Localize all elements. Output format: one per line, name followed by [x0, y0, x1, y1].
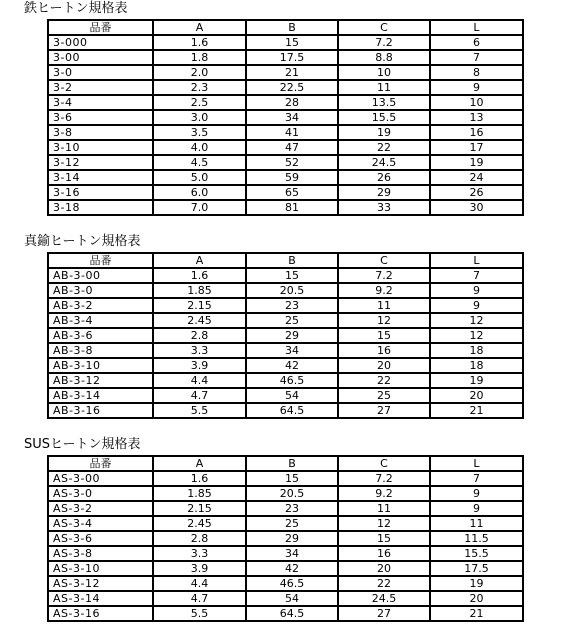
value-cell-l: 17.5: [430, 561, 523, 576]
table-row: [48, 388, 523, 403]
column-header-part-number: 品番: [48, 456, 153, 471]
value-cell-a: 1.85: [153, 486, 246, 501]
value-cell-b: 65: [246, 185, 338, 200]
part-number-cell: 3-000: [48, 35, 153, 50]
value-cell-a: 4.4: [153, 373, 246, 388]
value-cell-a: 1.6: [153, 35, 246, 50]
table-row: [48, 358, 523, 373]
section-title: 真鍮ヒートン規格表: [24, 234, 141, 249]
value-cell-c: 11: [338, 501, 430, 516]
value-cell-a: 5.5: [153, 403, 246, 418]
section-title: SUSヒートン規格表: [24, 437, 141, 452]
table-row: [48, 576, 523, 591]
value-cell-a: 2.15: [153, 298, 246, 313]
part-number-cell: 3-16: [48, 185, 153, 200]
value-cell-l: 7: [430, 50, 523, 65]
value-cell-l: 11: [430, 516, 523, 531]
value-cell-c: 19: [338, 125, 430, 140]
part-number-cell: AS-3-12: [48, 576, 153, 591]
part-number-cell: 3-14: [48, 170, 153, 185]
value-cell-l: 30: [430, 200, 523, 215]
value-cell-l: 6: [430, 35, 523, 50]
part-number-cell: AB-3-2: [48, 298, 153, 313]
value-cell-c: 7.2: [338, 268, 430, 283]
value-cell-a: 2.15: [153, 501, 246, 516]
value-cell-a: 4.4: [153, 576, 246, 591]
column-header-l: L: [430, 20, 523, 35]
value-cell-b: 20.5: [246, 486, 338, 501]
value-cell-l: 15.5: [430, 546, 523, 561]
table-row: [48, 80, 523, 95]
table-row: [48, 516, 523, 531]
value-cell-l: 9: [430, 283, 523, 298]
table-row: [48, 140, 523, 155]
value-cell-a: 2.45: [153, 516, 246, 531]
table-row: [48, 486, 523, 501]
value-cell-b: 22.5: [246, 80, 338, 95]
value-cell-b: 28: [246, 95, 338, 110]
value-cell-l: 12: [430, 313, 523, 328]
value-cell-l: 24: [430, 170, 523, 185]
value-cell-b: 29: [246, 531, 338, 546]
value-cell-c: 24.5: [338, 155, 430, 170]
value-cell-l: 18: [430, 358, 523, 373]
value-cell-a: 3.3: [153, 343, 246, 358]
part-number-cell: AS-3-16: [48, 606, 153, 621]
spec-table: [47, 19, 524, 216]
value-cell-b: 34: [246, 343, 338, 358]
value-cell-c: 11: [338, 298, 430, 313]
part-number-cell: AB-3-00: [48, 268, 153, 283]
value-cell-l: 21: [430, 606, 523, 621]
value-cell-c: 8.8: [338, 50, 430, 65]
value-cell-b: 54: [246, 591, 338, 606]
part-number-cell: 3-10: [48, 140, 153, 155]
value-cell-l: 9: [430, 486, 523, 501]
table-row: [48, 471, 523, 486]
value-cell-l: 7: [430, 268, 523, 283]
part-number-cell: AS-3-2: [48, 501, 153, 516]
value-cell-c: 13.5: [338, 95, 430, 110]
value-cell-a: 5.0: [153, 170, 246, 185]
table-row: [48, 110, 523, 125]
part-number-cell: AS-3-6: [48, 531, 153, 546]
table-row: [48, 125, 523, 140]
value-cell-c: 12: [338, 313, 430, 328]
value-cell-c: 27: [338, 403, 430, 418]
part-number-cell: AS-3-14: [48, 591, 153, 606]
value-cell-a: 4.5: [153, 155, 246, 170]
part-number-cell: 3-0: [48, 65, 153, 80]
value-cell-a: 1.6: [153, 268, 246, 283]
value-cell-c: 22: [338, 576, 430, 591]
table-row: [48, 170, 523, 185]
value-cell-a: 2.8: [153, 531, 246, 546]
part-number-cell: 3-6: [48, 110, 153, 125]
column-header-a: A: [153, 20, 246, 35]
value-cell-l: 9: [430, 298, 523, 313]
value-cell-c: 27: [338, 606, 430, 621]
value-cell-c: 10: [338, 65, 430, 80]
value-cell-b: 47: [246, 140, 338, 155]
section-title: 鉄ヒートン規格表: [24, 1, 128, 16]
value-cell-l: 9: [430, 501, 523, 516]
value-cell-b: 25: [246, 313, 338, 328]
part-number-cell: 3-18: [48, 200, 153, 215]
value-cell-b: 23: [246, 298, 338, 313]
value-cell-b: 54: [246, 388, 338, 403]
value-cell-a: 4.7: [153, 388, 246, 403]
value-cell-b: 34: [246, 546, 338, 561]
part-number-cell: AS-3-0: [48, 486, 153, 501]
value-cell-c: 24.5: [338, 591, 430, 606]
value-cell-l: 11.5: [430, 531, 523, 546]
part-number-cell: 3-00: [48, 50, 153, 65]
value-cell-a: 1.85: [153, 283, 246, 298]
part-number-cell: AS-3-10: [48, 561, 153, 576]
part-number-cell: AB-3-0: [48, 283, 153, 298]
value-cell-b: 29: [246, 328, 338, 343]
table-row: [48, 283, 523, 298]
value-cell-l: 9: [430, 80, 523, 95]
column-header-c: C: [338, 456, 430, 471]
value-cell-b: 42: [246, 561, 338, 576]
part-number-cell: AB-3-16: [48, 403, 153, 418]
value-cell-a: 3.0: [153, 110, 246, 125]
value-cell-b: 64.5: [246, 606, 338, 621]
column-header-a: A: [153, 253, 246, 268]
value-cell-l: 21: [430, 403, 523, 418]
value-cell-a: 2.5: [153, 95, 246, 110]
value-cell-b: 41: [246, 125, 338, 140]
value-cell-b: 46.5: [246, 373, 338, 388]
table-row: [48, 328, 523, 343]
value-cell-a: 2.0: [153, 65, 246, 80]
table-row: [48, 501, 523, 516]
table-row: [48, 298, 523, 313]
spec-table: [47, 455, 524, 622]
value-cell-c: 15: [338, 328, 430, 343]
header-row: [48, 253, 523, 268]
part-number-cell: AB-3-6: [48, 328, 153, 343]
value-cell-a: 4.0: [153, 140, 246, 155]
part-number-cell: 3-12: [48, 155, 153, 170]
table-row: [48, 65, 523, 80]
value-cell-a: 2.45: [153, 313, 246, 328]
value-cell-a: 1.8: [153, 50, 246, 65]
value-cell-a: 3.3: [153, 546, 246, 561]
value-cell-b: 25: [246, 516, 338, 531]
table-row: [48, 35, 523, 50]
value-cell-b: 59: [246, 170, 338, 185]
value-cell-l: 20: [430, 591, 523, 606]
part-number-cell: AB-3-4: [48, 313, 153, 328]
value-cell-c: 15.5: [338, 110, 430, 125]
value-cell-l: 13: [430, 110, 523, 125]
part-number-cell: AB-3-8: [48, 343, 153, 358]
value-cell-b: 34: [246, 110, 338, 125]
value-cell-c: 16: [338, 343, 430, 358]
table-row: [48, 561, 523, 576]
value-cell-c: 16: [338, 546, 430, 561]
value-cell-b: 15: [246, 268, 338, 283]
part-number-cell: AB-3-14: [48, 388, 153, 403]
value-cell-c: 22: [338, 373, 430, 388]
value-cell-l: 12: [430, 328, 523, 343]
value-cell-a: 2.3: [153, 80, 246, 95]
value-cell-a: 1.6: [153, 471, 246, 486]
part-number-cell: 3-2: [48, 80, 153, 95]
table-row: [48, 591, 523, 606]
table-row: [48, 403, 523, 418]
column-header-l: L: [430, 253, 523, 268]
value-cell-l: 26: [430, 185, 523, 200]
value-cell-a: 3.9: [153, 561, 246, 576]
table-row: [48, 546, 523, 561]
value-cell-l: 10: [430, 95, 523, 110]
value-cell-l: 7: [430, 471, 523, 486]
value-cell-b: 15: [246, 35, 338, 50]
part-number-cell: 3-8: [48, 125, 153, 140]
value-cell-b: 17.5: [246, 50, 338, 65]
table-row: [48, 313, 523, 328]
value-cell-a: 6.0: [153, 185, 246, 200]
column-header-c: C: [338, 253, 430, 268]
value-cell-b: 20.5: [246, 283, 338, 298]
value-cell-c: 9.2: [338, 486, 430, 501]
value-cell-c: 20: [338, 358, 430, 373]
table-row: [48, 50, 523, 65]
part-number-cell: AB-3-10: [48, 358, 153, 373]
value-cell-a: 4.7: [153, 591, 246, 606]
table-row: [48, 268, 523, 283]
value-cell-c: 11: [338, 80, 430, 95]
table-row: [48, 185, 523, 200]
value-cell-c: 15: [338, 531, 430, 546]
header-row: [48, 20, 523, 35]
table-row: [48, 343, 523, 358]
value-cell-b: 21: [246, 65, 338, 80]
column-header-b: B: [246, 20, 338, 35]
column-header-c: C: [338, 20, 430, 35]
table-row: [48, 155, 523, 170]
table-row: [48, 373, 523, 388]
column-header-b: B: [246, 253, 338, 268]
value-cell-a: 3.9: [153, 358, 246, 373]
value-cell-l: 8: [430, 65, 523, 80]
value-cell-c: 12: [338, 516, 430, 531]
value-cell-b: 23: [246, 501, 338, 516]
value-cell-c: 33: [338, 200, 430, 215]
part-number-cell: AS-3-00: [48, 471, 153, 486]
column-header-l: L: [430, 456, 523, 471]
spec-table: [47, 252, 524, 419]
column-header-a: A: [153, 456, 246, 471]
part-number-cell: 3-4: [48, 95, 153, 110]
value-cell-a: 2.8: [153, 328, 246, 343]
table-row: [48, 606, 523, 621]
value-cell-l: 20: [430, 388, 523, 403]
value-cell-b: 81: [246, 200, 338, 215]
value-cell-b: 46.5: [246, 576, 338, 591]
value-cell-c: 20: [338, 561, 430, 576]
value-cell-c: 29: [338, 185, 430, 200]
value-cell-l: 19: [430, 155, 523, 170]
value-cell-l: 19: [430, 576, 523, 591]
part-number-cell: AB-3-12: [48, 373, 153, 388]
value-cell-l: 16: [430, 125, 523, 140]
table-row: [48, 531, 523, 546]
part-number-cell: AS-3-8: [48, 546, 153, 561]
value-cell-c: 25: [338, 388, 430, 403]
column-header-part-number: 品番: [48, 253, 153, 268]
value-cell-l: 19: [430, 373, 523, 388]
value-cell-b: 64.5: [246, 403, 338, 418]
part-number-cell: AS-3-4: [48, 516, 153, 531]
value-cell-b: 52: [246, 155, 338, 170]
value-cell-c: 7.2: [338, 471, 430, 486]
value-cell-c: 22: [338, 140, 430, 155]
value-cell-a: 5.5: [153, 606, 246, 621]
column-header-part-number: 品番: [48, 20, 153, 35]
value-cell-a: 7.0: [153, 200, 246, 215]
value-cell-l: 17: [430, 140, 523, 155]
value-cell-b: 42: [246, 358, 338, 373]
value-cell-c: 9.2: [338, 283, 430, 298]
header-row: [48, 456, 523, 471]
value-cell-a: 3.5: [153, 125, 246, 140]
value-cell-c: 7.2: [338, 35, 430, 50]
value-cell-b: 15: [246, 471, 338, 486]
table-row: [48, 200, 523, 215]
value-cell-l: 18: [430, 343, 523, 358]
column-header-b: B: [246, 456, 338, 471]
value-cell-c: 26: [338, 170, 430, 185]
table-row: [48, 95, 523, 110]
